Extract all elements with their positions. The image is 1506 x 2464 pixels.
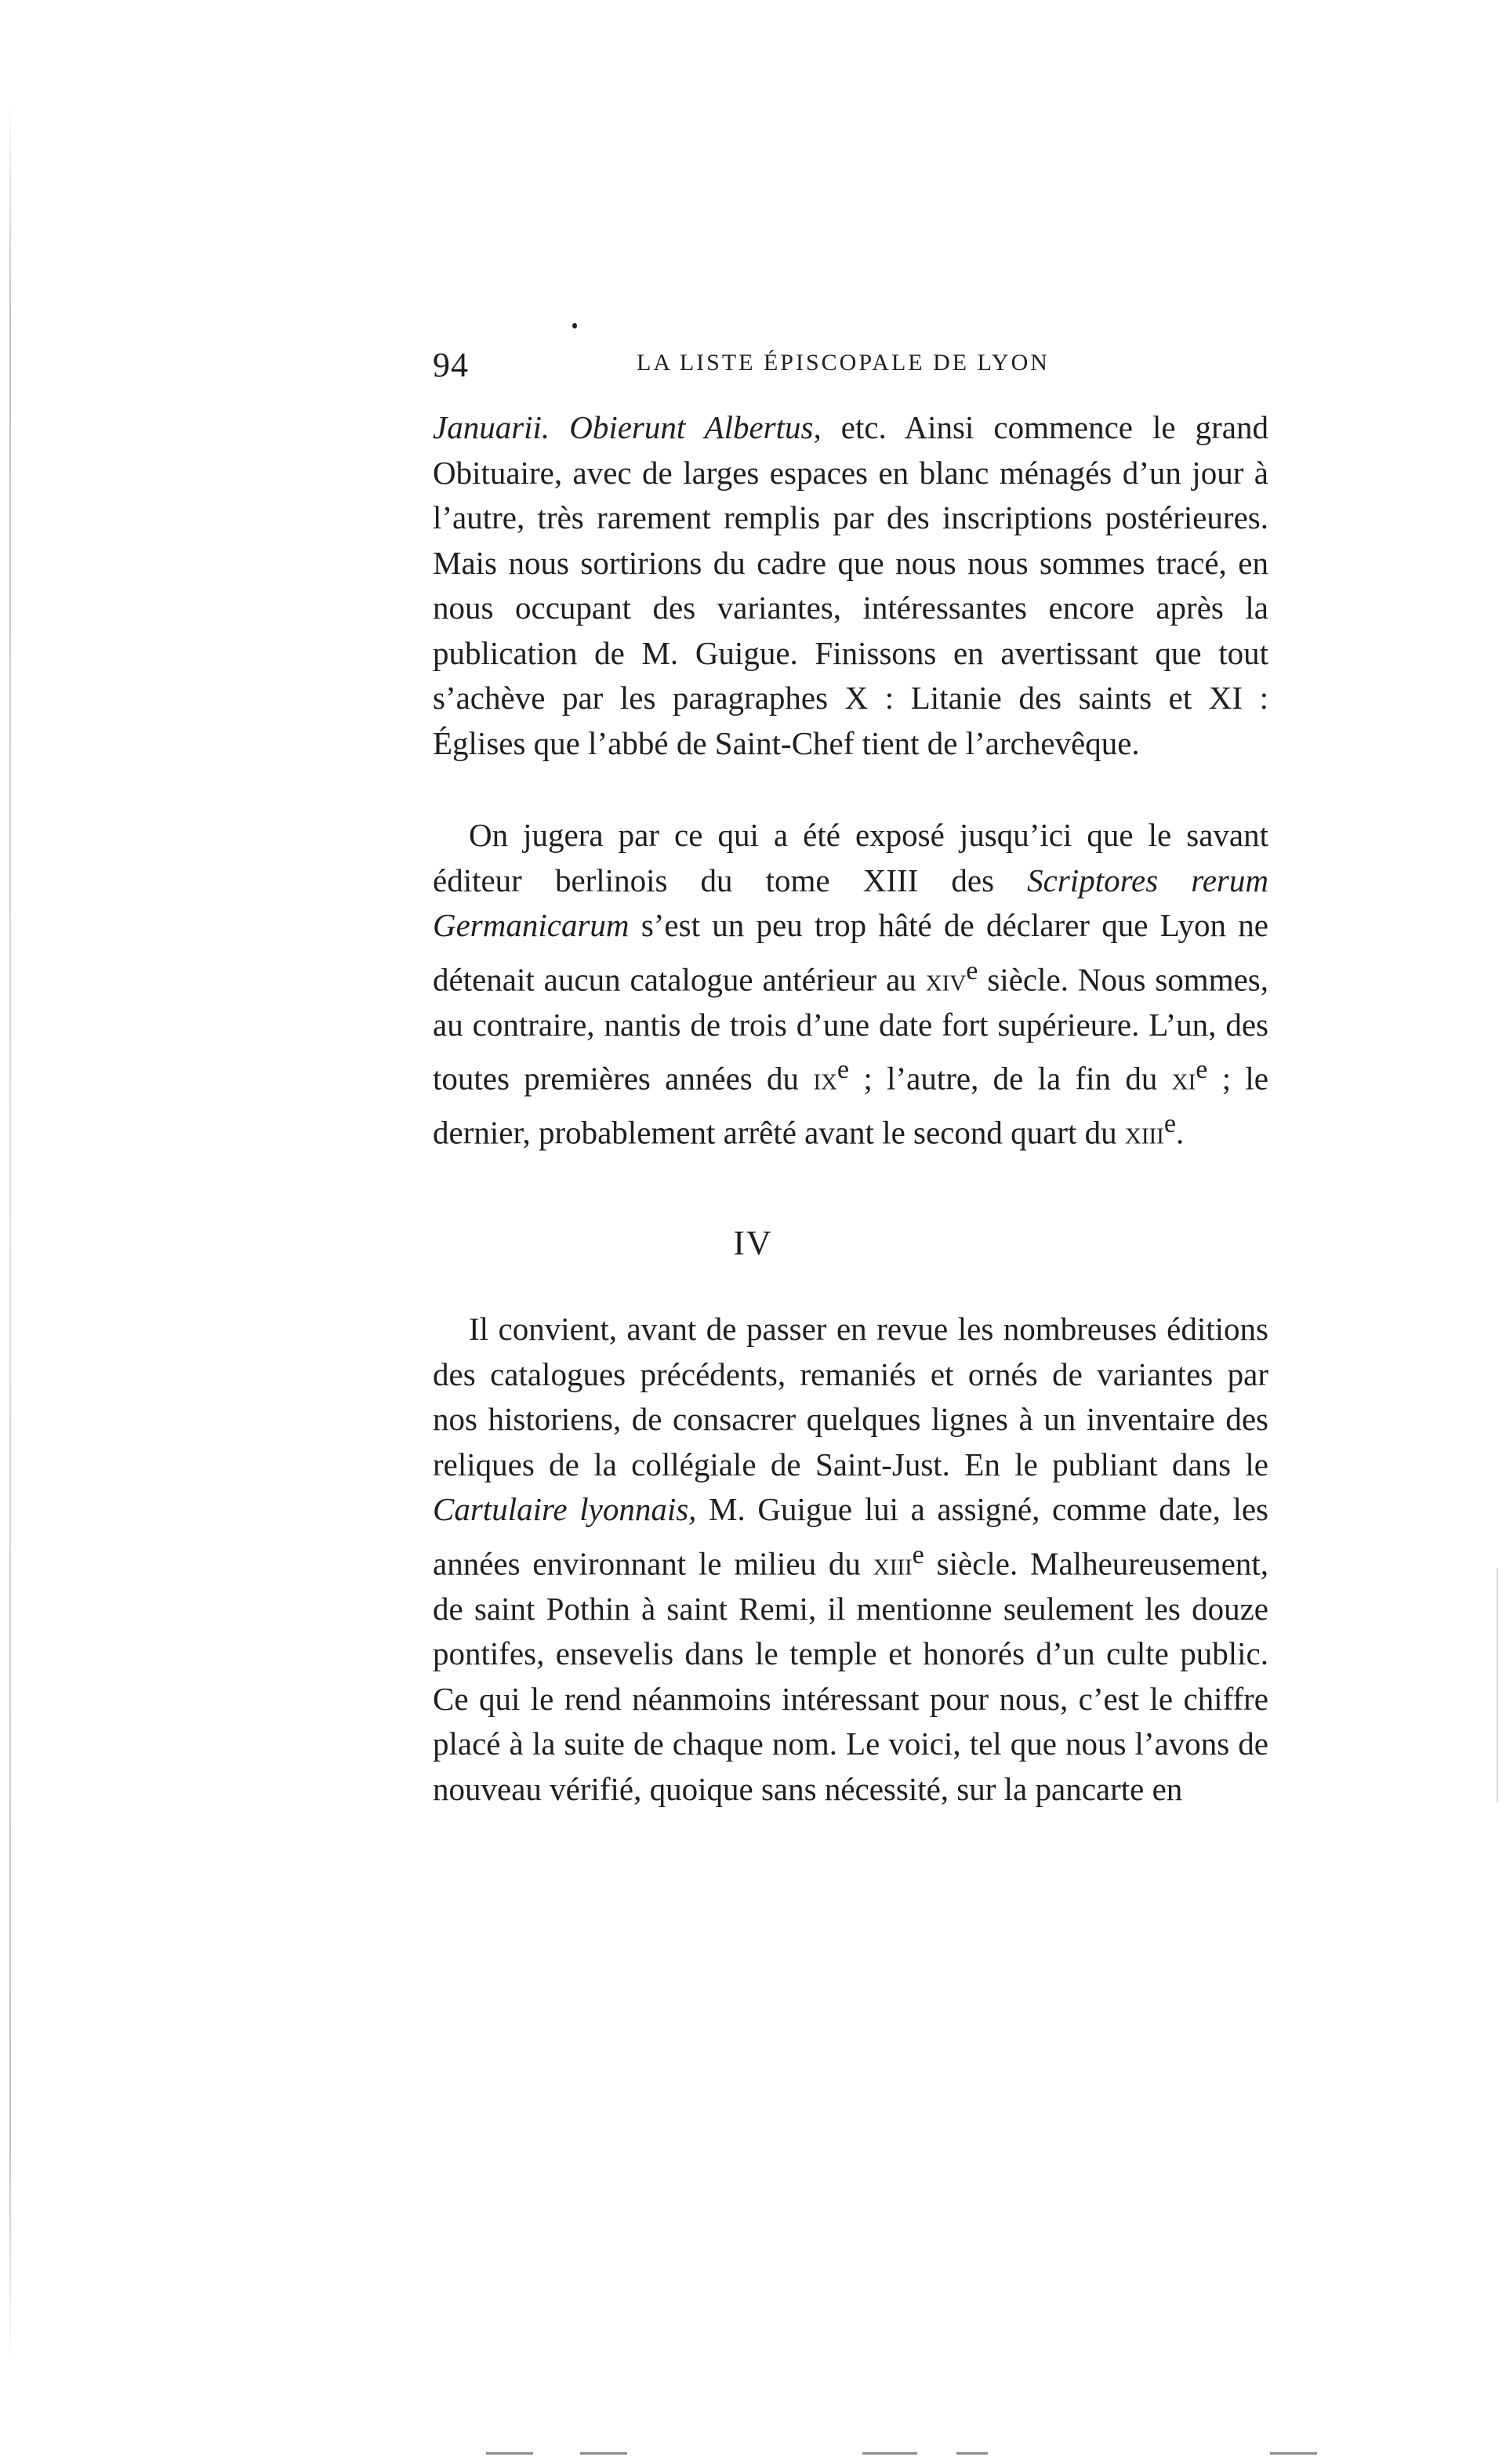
paragraph-text: ; l’autre, de la fin du xyxy=(849,1060,1172,1097)
superscript: e xyxy=(912,1540,924,1569)
superscript: e xyxy=(1196,1055,1208,1085)
scan-edge-right xyxy=(1497,1568,1498,1803)
century-numeral: xiv xyxy=(925,961,967,998)
footer-scan-marks xyxy=(486,2452,1427,2455)
paragraph-text: . xyxy=(1175,1114,1185,1151)
paragraph-text: s’est un peu trop hâté de déclarer que Lyon ne détenait aucun catalogue antérieur au xyxy=(433,907,1268,998)
century-numeral: xiii xyxy=(1124,1114,1164,1151)
work-title: Scriptores rerum Germanicarum xyxy=(433,862,1268,943)
paragraph-text: siècle. Nous sommes, au contraire, nantis de trois d’une date fort supérieure. L’un, des toutes premières années du xyxy=(433,961,1268,1097)
ink-dot xyxy=(572,323,577,328)
work-title: Cartulaire lyonnais, xyxy=(433,1491,697,1527)
running-header xyxy=(433,337,1272,392)
century-numeral: ix xyxy=(813,1060,837,1097)
paragraph-text: etc. Ainsi commence le grand Obituaire, avec de larges espaces en blanc ménagés d’un jour à l’autre, très rarement remplis par des inscriptions postérieures. Mais nous sortirions du cadre que nous nous sommes tracé, en nous occupant des variantes, intéressantes encore après la publication de M. Guigue. Finissons en avertissant que tout s’achève par les paragraphes X : Litanie des saints et XI : Églises que l’abbé de Saint-Chef tient de l’archevêque. xyxy=(433,409,1268,761)
superscript: e xyxy=(966,956,978,985)
century-numeral: xiii xyxy=(873,1545,913,1582)
paragraph-text: On jugera par ce qui a été exposé jusqu’ici que le savant éditeur berlinois du tome XIII des xyxy=(433,817,1268,898)
superscript: e xyxy=(1163,1109,1176,1139)
paragraph-text: Il convient, avant de passer en revue les nombreuses éditions des catalogues précédents, remaniés et ornés de variantes par nos historiens, de consacrer quelques lignes à un inventaire des reliques de la collégiale de Saint-Just. En le publiant dans le xyxy=(433,1311,1268,1482)
paragraph-text: ; le dernier, probablement arrêté avant le second quart du xyxy=(433,1060,1268,1151)
latin-quote: Januarii. Obierunt Albertus, xyxy=(433,409,822,445)
paragraph-text: siècle. Malheureusement, de saint Pothin à saint Remi, il mentionne seulement les douze pontifes, ensevelis dans le temple et honorés d’un culte public. Ce qui le rend néanmoins intéressant pour nous, c’est le chiffre placé à la suite de chaque nom. Le voici, tel que nous l’avons de nouveau vérifié, quoique sans nécessité, sur la pancarte en xyxy=(433,1545,1269,1807)
century-numeral: xi xyxy=(1171,1060,1196,1097)
superscript: e xyxy=(836,1055,850,1085)
page-number: 94 xyxy=(433,346,469,384)
running-title: LA LISTE ÉPISCOPALE DE LYON xyxy=(637,350,1050,376)
paragraph-text: M. Guigue lui a assigné, comme date, les années environnant le milieu du xyxy=(433,1491,1268,1582)
paragraph-catalogues xyxy=(433,813,1268,1156)
paragraph-reliques xyxy=(433,1307,1268,1812)
section-heading: IV xyxy=(733,1224,773,1262)
paragraph-obituaire xyxy=(433,405,1268,766)
